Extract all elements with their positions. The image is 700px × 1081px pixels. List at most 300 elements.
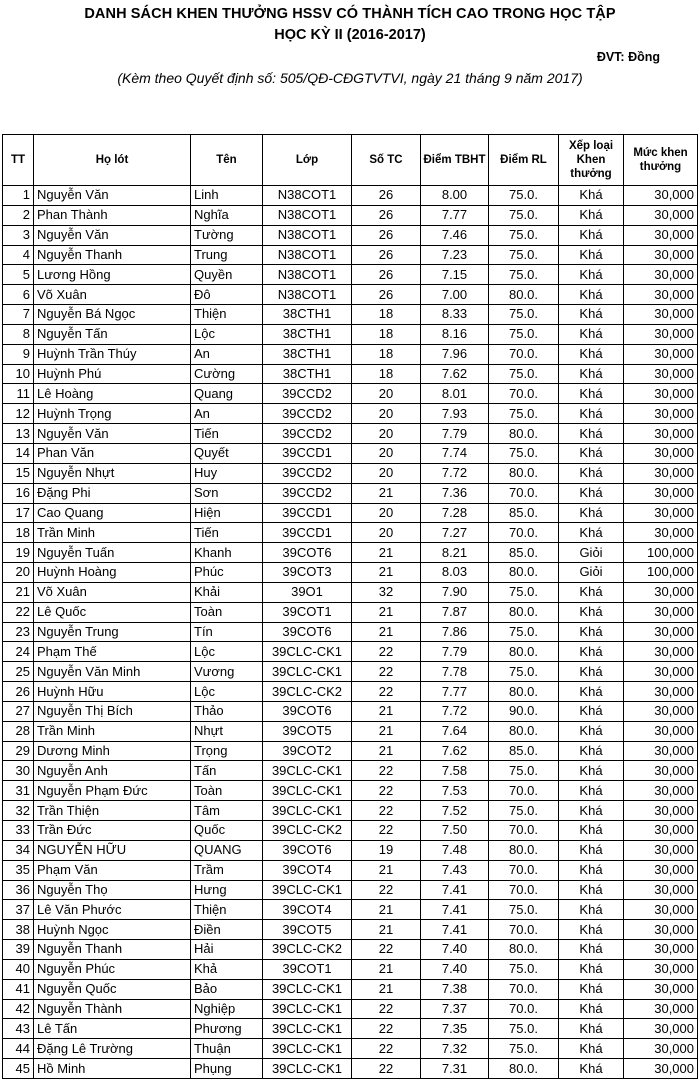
cell-lop: 39CLC-CK1 — [263, 1039, 352, 1059]
cell-muc-khen: 30,000 — [624, 285, 698, 305]
cell-lop: N38COT1 — [263, 205, 352, 225]
cell-lop: 39COT5 — [263, 721, 352, 741]
table-row — [3, 880, 698, 900]
cell-tt: 16 — [3, 483, 34, 503]
cell-so-tc: 22 — [352, 999, 421, 1019]
cell-ho-lot: Võ Xuân — [34, 582, 191, 602]
table-row — [3, 563, 698, 583]
col-header-xep-loai: Xếp loại Khen thưởng — [559, 135, 624, 186]
cell-diem-rl: 70.0. — [489, 920, 559, 940]
table-row — [3, 404, 698, 424]
cell-tt: 37 — [3, 900, 34, 920]
table-row — [3, 364, 698, 384]
cell-ho-lot: Trần Thiện — [34, 801, 191, 821]
cell-diem-tbht: 7.38 — [421, 979, 489, 999]
cell-diem-rl: 80.0. — [489, 721, 559, 741]
cell-muc-khen: 30,000 — [624, 622, 698, 642]
cell-diem-tbht: 8.33 — [421, 305, 489, 325]
cell-ho-lot: Phan Văn — [34, 443, 191, 463]
cell-diem-tbht: 7.90 — [421, 582, 489, 602]
cell-tt: 7 — [3, 305, 34, 325]
cell-xep-loai: Khá — [559, 1039, 624, 1059]
cell-ten: Thảo — [191, 701, 263, 721]
cell-so-tc: 22 — [352, 940, 421, 960]
cell-tt: 32 — [3, 801, 34, 821]
cell-ho-lot: Nguyễn Thanh — [34, 245, 191, 265]
cell-xep-loai: Giỏi — [559, 563, 624, 583]
cell-xep-loai: Khá — [559, 940, 624, 960]
cell-so-tc: 21 — [352, 860, 421, 880]
table-row — [3, 523, 698, 543]
cell-muc-khen: 30,000 — [624, 801, 698, 821]
cell-ten: Khanh — [191, 543, 263, 563]
cell-ho-lot: Huỳnh Hữu — [34, 682, 191, 702]
cell-ten: Phương — [191, 1019, 263, 1039]
cell-tt: 31 — [3, 781, 34, 801]
table-row — [3, 602, 698, 622]
cell-diem-rl: 70.0. — [489, 344, 559, 364]
cell-diem-tbht: 7.87 — [421, 602, 489, 622]
cell-diem-tbht: 7.27 — [421, 523, 489, 543]
table-row — [3, 761, 698, 781]
cell-ho-lot: Nguyễn Thành — [34, 999, 191, 1019]
cell-diem-rl: 80.0. — [489, 463, 559, 483]
table-row — [3, 622, 698, 642]
cell-diem-tbht: 7.15 — [421, 265, 489, 285]
cell-so-tc: 18 — [352, 305, 421, 325]
table-row — [3, 662, 698, 682]
cell-so-tc: 20 — [352, 443, 421, 463]
cell-muc-khen: 30,000 — [624, 920, 698, 940]
cell-lop: 39COT5 — [263, 920, 352, 940]
cell-tt: 42 — [3, 999, 34, 1019]
cell-muc-khen: 30,000 — [624, 384, 698, 404]
cell-so-tc: 19 — [352, 840, 421, 860]
cell-muc-khen: 30,000 — [624, 880, 698, 900]
col-header-ten: Tên — [191, 135, 263, 186]
cell-lop: N38COT1 — [263, 285, 352, 305]
table-row — [3, 1039, 698, 1059]
cell-lop: 38CTH1 — [263, 324, 352, 344]
cell-xep-loai: Khá — [559, 503, 624, 523]
cell-so-tc: 26 — [352, 265, 421, 285]
table-row — [3, 285, 698, 305]
cell-so-tc: 18 — [352, 344, 421, 364]
cell-xep-loai: Khá — [559, 801, 624, 821]
cell-lop: 39CCD1 — [263, 443, 352, 463]
cell-xep-loai: Khá — [559, 979, 624, 999]
col-header-so-tc: Số TC — [352, 135, 421, 186]
table-row — [3, 205, 698, 225]
cell-tt: 28 — [3, 721, 34, 741]
cell-diem-rl: 75.0. — [489, 364, 559, 384]
cell-muc-khen: 30,000 — [624, 900, 698, 920]
cell-lop: 38CTH1 — [263, 305, 352, 325]
cell-tt: 1 — [3, 186, 34, 206]
cell-xep-loai: Khá — [559, 959, 624, 979]
cell-tt: 19 — [3, 543, 34, 563]
cell-muc-khen: 30,000 — [624, 602, 698, 622]
cell-so-tc: 22 — [352, 1019, 421, 1039]
cell-ho-lot: Nguyễn Nhựt — [34, 463, 191, 483]
cell-ten: Tín — [191, 622, 263, 642]
cell-muc-khen: 30,000 — [624, 840, 698, 860]
cell-ho-lot: Nguyễn Thị Bích — [34, 701, 191, 721]
cell-muc-khen: 30,000 — [624, 682, 698, 702]
cell-tt: 26 — [3, 682, 34, 702]
cell-tt: 8 — [3, 324, 34, 344]
cell-ten: Nghĩa — [191, 205, 263, 225]
cell-ho-lot: Nguyễn Văn — [34, 225, 191, 245]
cell-ten: An — [191, 404, 263, 424]
cell-xep-loai: Khá — [559, 225, 624, 245]
col-header-lop: Lớp — [263, 135, 352, 186]
cell-diem-tbht: 7.41 — [421, 880, 489, 900]
cell-so-tc: 21 — [352, 701, 421, 721]
cell-diem-tbht: 7.77 — [421, 682, 489, 702]
cell-ho-lot: Võ Xuân — [34, 285, 191, 305]
cell-ten: Hải — [191, 940, 263, 960]
cell-xep-loai: Khá — [559, 582, 624, 602]
cell-ten: Quyền — [191, 265, 263, 285]
cell-lop: N38COT1 — [263, 225, 352, 245]
cell-lop: N38COT1 — [263, 245, 352, 265]
cell-tt: 4 — [3, 245, 34, 265]
cell-xep-loai: Khá — [559, 523, 624, 543]
table-row — [3, 979, 698, 999]
table-row — [3, 900, 698, 920]
cell-muc-khen: 30,000 — [624, 1039, 698, 1059]
table-row — [3, 225, 698, 245]
table-row — [3, 642, 698, 662]
cell-so-tc: 22 — [352, 1059, 421, 1079]
table-row — [3, 1019, 698, 1039]
cell-lop: 39COT4 — [263, 860, 352, 880]
cell-ten: Toàn — [191, 602, 263, 622]
table-row — [3, 920, 698, 940]
cell-lop: 39CLC-CK1 — [263, 801, 352, 821]
cell-muc-khen: 30,000 — [624, 205, 698, 225]
cell-so-tc: 22 — [352, 662, 421, 682]
cell-muc-khen: 30,000 — [624, 940, 698, 960]
cell-xep-loai: Khá — [559, 285, 624, 305]
currency-unit: ĐVT: Đồng — [596, 50, 660, 64]
cell-so-tc: 20 — [352, 503, 421, 523]
table-body — [3, 186, 698, 1079]
cell-diem-tbht: 7.52 — [421, 801, 489, 821]
cell-muc-khen: 30,000 — [624, 1019, 698, 1039]
cell-ho-lot: Trần Đức — [34, 821, 191, 841]
cell-lop: 39CLC-CK1 — [263, 979, 352, 999]
cell-tt: 29 — [3, 741, 34, 761]
cell-muc-khen: 30,000 — [624, 324, 698, 344]
cell-xep-loai: Khá — [559, 602, 624, 622]
cell-diem-tbht: 7.31 — [421, 1059, 489, 1079]
cell-diem-tbht: 7.28 — [421, 503, 489, 523]
cell-xep-loai: Khá — [559, 443, 624, 463]
table-header-row — [3, 135, 698, 186]
cell-tt: 39 — [3, 940, 34, 960]
cell-so-tc: 18 — [352, 324, 421, 344]
cell-diem-rl: 70.0. — [489, 860, 559, 880]
cell-diem-rl: 80.0. — [489, 1059, 559, 1079]
table-row — [3, 582, 698, 602]
table-row — [3, 324, 698, 344]
cell-so-tc: 21 — [352, 721, 421, 741]
cell-muc-khen: 30,000 — [624, 523, 698, 543]
cell-muc-khen: 30,000 — [624, 959, 698, 979]
col-header-tt: TT — [3, 135, 34, 186]
cell-ho-lot: Phan Thành — [34, 205, 191, 225]
cell-lop: 39CLC-CK2 — [263, 940, 352, 960]
cell-diem-tbht: 7.32 — [421, 1039, 489, 1059]
cell-lop: 38CTH1 — [263, 344, 352, 364]
cell-ten: Linh — [191, 186, 263, 206]
cell-muc-khen: 30,000 — [624, 225, 698, 245]
cell-diem-rl: 75.0. — [489, 1039, 559, 1059]
cell-diem-tbht: 7.74 — [421, 443, 489, 463]
cell-muc-khen: 30,000 — [624, 721, 698, 741]
document-title: DANH SÁCH KHEN THƯỞNG HSSV CÓ THÀNH TÍCH CAO TRONG HỌC TẬP — [84, 6, 616, 22]
cell-diem-rl: 70.0. — [489, 880, 559, 900]
table-row — [3, 821, 698, 841]
cell-tt: 14 — [3, 443, 34, 463]
cell-diem-rl: 75.0. — [489, 1019, 559, 1039]
cell-tt: 25 — [3, 662, 34, 682]
cell-diem-rl: 75.0. — [489, 265, 559, 285]
cell-ho-lot: Nguyễn Quốc — [34, 979, 191, 999]
table-row — [3, 186, 698, 206]
cell-diem-tbht: 7.62 — [421, 741, 489, 761]
cell-diem-rl: 80.0. — [489, 563, 559, 583]
cell-diem-rl: 70.0. — [489, 483, 559, 503]
cell-muc-khen: 30,000 — [624, 741, 698, 761]
cell-tt: 44 — [3, 1039, 34, 1059]
cell-tt: 43 — [3, 1019, 34, 1039]
cell-ten: Sơn — [191, 483, 263, 503]
cell-diem-rl: 75.0. — [489, 959, 559, 979]
cell-ten: Cường — [191, 364, 263, 384]
cell-xep-loai: Khá — [559, 463, 624, 483]
cell-lop: 39COT6 — [263, 840, 352, 860]
cell-lop: 39CCD2 — [263, 463, 352, 483]
cell-ho-lot: Lê Hoàng — [34, 384, 191, 404]
cell-diem-tbht: 7.23 — [421, 245, 489, 265]
cell-ho-lot: Nguyễn Văn — [34, 186, 191, 206]
cell-tt: 36 — [3, 880, 34, 900]
cell-diem-tbht: 7.41 — [421, 900, 489, 920]
cell-xep-loai: Khá — [559, 761, 624, 781]
cell-ho-lot: Huỳnh Hoàng — [34, 563, 191, 583]
cell-so-tc: 20 — [352, 463, 421, 483]
cell-tt: 24 — [3, 642, 34, 662]
cell-lop: 39CCD2 — [263, 384, 352, 404]
cell-xep-loai: Khá — [559, 364, 624, 384]
cell-diem-rl: 80.0. — [489, 602, 559, 622]
cell-diem-rl: 70.0. — [489, 999, 559, 1019]
cell-diem-tbht: 7.96 — [421, 344, 489, 364]
cell-ten: Tường — [191, 225, 263, 245]
table-row — [3, 959, 698, 979]
col-header-muc-khen: Mức khen thưởng — [624, 135, 698, 186]
cell-ho-lot: Phạm Văn — [34, 860, 191, 880]
cell-tt: 45 — [3, 1059, 34, 1079]
cell-xep-loai: Khá — [559, 741, 624, 761]
cell-so-tc: 21 — [352, 483, 421, 503]
cell-muc-khen: 30,000 — [624, 483, 698, 503]
table-row — [3, 940, 698, 960]
cell-diem-rl: 75.0. — [489, 305, 559, 325]
cell-diem-rl: 70.0. — [489, 781, 559, 801]
cell-diem-rl: 75.0. — [489, 900, 559, 920]
cell-lop: 39CCD2 — [263, 424, 352, 444]
cell-tt: 30 — [3, 761, 34, 781]
table-row — [3, 424, 698, 444]
cell-diem-tbht: 8.00 — [421, 186, 489, 206]
cell-diem-tbht: 7.50 — [421, 821, 489, 841]
cell-ten: Thiện — [191, 900, 263, 920]
cell-so-tc: 21 — [352, 900, 421, 920]
table-row — [3, 781, 698, 801]
cell-diem-tbht: 7.41 — [421, 920, 489, 940]
cell-diem-tbht: 8.01 — [421, 384, 489, 404]
cell-tt: 34 — [3, 840, 34, 860]
cell-lop: 39COT6 — [263, 543, 352, 563]
cell-muc-khen: 30,000 — [624, 364, 698, 384]
cell-lop: 39CCD2 — [263, 483, 352, 503]
cell-xep-loai: Khá — [559, 186, 624, 206]
cell-diem-rl: 75.0. — [489, 404, 559, 424]
cell-diem-tbht: 7.53 — [421, 781, 489, 801]
cell-muc-khen: 30,000 — [624, 821, 698, 841]
cell-ho-lot: Nguyễn Bá Ngọc — [34, 305, 191, 325]
cell-tt: 38 — [3, 920, 34, 940]
cell-ten: Phúc — [191, 563, 263, 583]
cell-lop: 39CLC-CK1 — [263, 781, 352, 801]
cell-diem-rl: 80.0. — [489, 682, 559, 702]
cell-ho-lot: Trần Minh — [34, 523, 191, 543]
cell-ten: Thuận — [191, 1039, 263, 1059]
cell-so-tc: 26 — [352, 186, 421, 206]
cell-so-tc: 22 — [352, 781, 421, 801]
cell-tt: 40 — [3, 959, 34, 979]
cell-diem-rl: 85.0. — [489, 543, 559, 563]
cell-lop: 39CLC-CK2 — [263, 821, 352, 841]
cell-muc-khen: 30,000 — [624, 662, 698, 682]
cell-ho-lot: Huỳnh Ngọc — [34, 920, 191, 940]
cell-diem-tbht: 7.64 — [421, 721, 489, 741]
cell-ten: Bảo — [191, 979, 263, 999]
table-row — [3, 801, 698, 821]
cell-ho-lot: Nguyễn Thanh — [34, 940, 191, 960]
cell-tt: 35 — [3, 860, 34, 880]
cell-xep-loai: Khá — [559, 483, 624, 503]
cell-tt: 15 — [3, 463, 34, 483]
cell-diem-rl: 70.0. — [489, 384, 559, 404]
cell-ho-lot: Nguyễn Phạm Đức — [34, 781, 191, 801]
cell-xep-loai: Khá — [559, 900, 624, 920]
table-row — [3, 305, 698, 325]
table-row — [3, 701, 698, 721]
cell-tt: 17 — [3, 503, 34, 523]
cell-xep-loai: Khá — [559, 721, 624, 741]
cell-tt: 22 — [3, 602, 34, 622]
cell-lop: 39CLC-CK1 — [263, 642, 352, 662]
cell-xep-loai: Khá — [559, 781, 624, 801]
cell-diem-tbht: 7.00 — [421, 285, 489, 305]
cell-ho-lot: Huỳnh Trần Thúy — [34, 344, 191, 364]
cell-diem-rl: 85.0. — [489, 741, 559, 761]
cell-diem-rl: 70.0. — [489, 821, 559, 841]
cell-diem-tbht: 7.78 — [421, 662, 489, 682]
cell-muc-khen: 30,000 — [624, 860, 698, 880]
award-table — [2, 134, 698, 1079]
cell-muc-khen: 30,000 — [624, 305, 698, 325]
cell-xep-loai: Khá — [559, 682, 624, 702]
cell-tt: 41 — [3, 979, 34, 999]
cell-xep-loai: Khá — [559, 880, 624, 900]
cell-diem-rl: 70.0. — [489, 979, 559, 999]
cell-tt: 9 — [3, 344, 34, 364]
cell-ten: Lộc — [191, 642, 263, 662]
cell-muc-khen: 30,000 — [624, 443, 698, 463]
cell-ho-lot: Lê Tấn — [34, 1019, 191, 1039]
cell-xep-loai: Khá — [559, 324, 624, 344]
cell-lop: N38COT1 — [263, 186, 352, 206]
cell-lop: 39CCD1 — [263, 503, 352, 523]
cell-diem-rl: 75.0. — [489, 801, 559, 821]
cell-ho-lot: Đặng Phi — [34, 483, 191, 503]
cell-so-tc: 21 — [352, 543, 421, 563]
cell-lop: 39O1 — [263, 582, 352, 602]
cell-so-tc: 22 — [352, 682, 421, 702]
cell-ho-lot: NGUYỄN HỮU — [34, 840, 191, 860]
cell-ho-lot: Dương Minh — [34, 741, 191, 761]
cell-ten: Lộc — [191, 682, 263, 702]
cell-ten: Điền — [191, 920, 263, 940]
cell-diem-rl: 80.0. — [489, 642, 559, 662]
cell-diem-tbht: 7.37 — [421, 999, 489, 1019]
cell-diem-rl: 90.0. — [489, 701, 559, 721]
cell-xep-loai: Khá — [559, 701, 624, 721]
table-row — [3, 721, 698, 741]
cell-ten: Tấn — [191, 761, 263, 781]
cell-ten: Khả — [191, 959, 263, 979]
table-row — [3, 682, 698, 702]
cell-lop: 39COT3 — [263, 563, 352, 583]
cell-xep-loai: Khá — [559, 404, 624, 424]
cell-lop: 39COT1 — [263, 602, 352, 622]
cell-so-tc: 20 — [352, 523, 421, 543]
cell-ten: Nhựt — [191, 721, 263, 741]
cell-ho-lot: Lương Hồng — [34, 265, 191, 285]
table-row — [3, 443, 698, 463]
cell-diem-rl: 80.0. — [489, 424, 559, 444]
cell-diem-tbht: 7.72 — [421, 701, 489, 721]
cell-ten: An — [191, 344, 263, 364]
cell-diem-tbht: 7.43 — [421, 860, 489, 880]
cell-diem-rl: 75.0. — [489, 324, 559, 344]
cell-ho-lot: Nguyễn Văn Minh — [34, 662, 191, 682]
cell-muc-khen: 100,000 — [624, 563, 698, 583]
cell-diem-tbht: 7.36 — [421, 483, 489, 503]
cell-diem-tbht: 8.21 — [421, 543, 489, 563]
cell-xep-loai: Khá — [559, 920, 624, 940]
cell-diem-rl: 80.0. — [489, 940, 559, 960]
cell-muc-khen: 30,000 — [624, 642, 698, 662]
cell-muc-khen: 30,000 — [624, 761, 698, 781]
cell-so-tc: 26 — [352, 245, 421, 265]
